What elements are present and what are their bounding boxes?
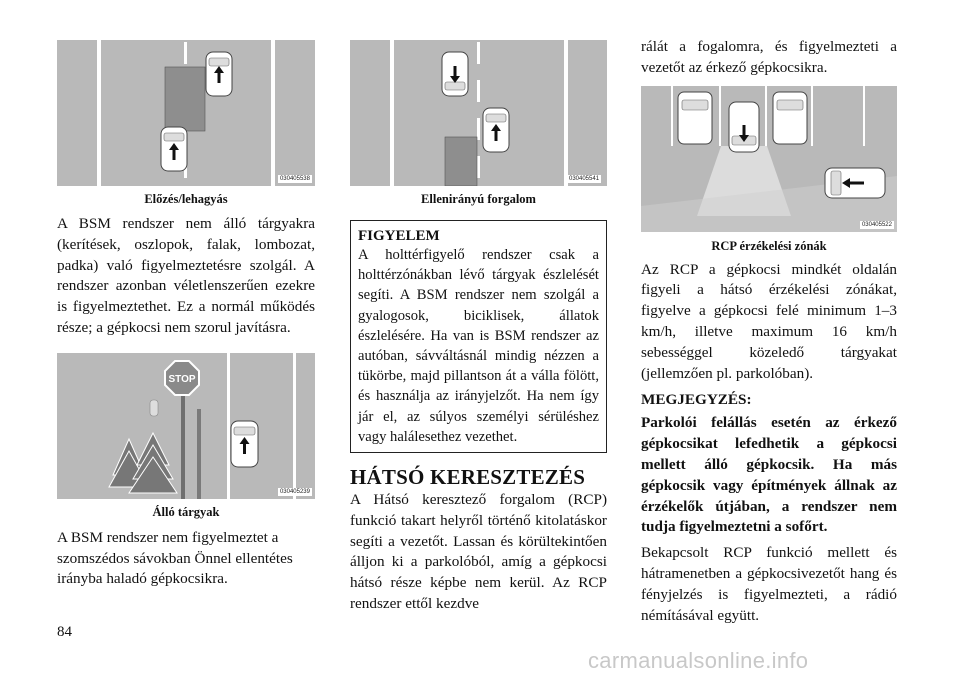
warning-title: FIGYELEM [358, 228, 440, 244]
note-text: Parkolói felállás esetén az érkező gépkocsikat lefedhetik a gépkocsi mellett álló gépkocsik. Ha más gépkocsik vagy építmények állnak az érzékelők útjában, a rendszer nem tudja figyelmeztetni a sofőrt. [641, 414, 897, 536]
warning-text: A holttérfigyelő rendszer csak a holttérzónákban lévő tárgyak észlelését segíti. A BSM rendszer nem szolgál a gyalogosok, biciklisek, állatok észlelésére. Ha van is BSM rendszer az autóban, sávváltásnál mindig nézzen a tükörbe, majd pillantson át a válla fölött, és használja az irányjelzőt. Ha nem így jár el, az súlyos személyi sérüléshez vagy halálesethez vezethet. [358, 247, 599, 445]
figure-passing [57, 40, 315, 186]
oncoming-illustration [350, 40, 607, 186]
figure-caption: RCP érzékelési zónák [711, 238, 827, 253]
figure-stationary-objects [57, 353, 315, 499]
figure-code: 030405522 [861, 221, 892, 228]
column-left [57, 0, 315, 590]
car-icon [729, 102, 759, 152]
figure-code: 030405239 [279, 488, 310, 495]
paragraph: A BSM rendszer nem figyelmeztet a szomszédos sávokban Önnel ellentétes irányba haladó gépkocsikra. [57, 528, 293, 588]
section-title: HÁTSÓ KERESZTEZÉS [350, 465, 586, 490]
stop-sign-icon [165, 361, 199, 395]
car-icon [231, 421, 258, 467]
figure-rcp-zones [641, 86, 897, 232]
figure-caption: Előzés/lehagyás [144, 192, 228, 206]
paragraph-continued: rálát a fogalomra, és figyelmezteti a vezetőt az érkező gépkocsikra. [641, 38, 897, 76]
paragraph: Bekapcsolt RCP funkció mellett és hátramenetben a gépkocsivezetőt hang és fényjelzés is figyelmezteti, a rádió némításával együtt. [641, 544, 897, 624]
watermark: carmanualsonline.info [588, 648, 809, 673]
stop-sign-text: STOP [168, 373, 196, 385]
figure-code: 030405541 [569, 176, 600, 182]
car-icon [678, 92, 712, 144]
figure-caption: Ellenirányú forgalom [421, 192, 536, 206]
car-icon [773, 92, 807, 144]
figure-code: 030405538 [279, 176, 310, 182]
rcp-illustration [641, 86, 897, 232]
column-right [641, 0, 897, 626]
column-middle [350, 0, 607, 615]
car-icon [825, 168, 885, 198]
figure-oncoming-traffic [350, 40, 607, 186]
passing-illustration [57, 40, 315, 186]
warning-box [350, 220, 607, 453]
paragraph: Az RCP a gépkocsi mindkét oldalán figyeli a hátsó érzékelési zónákat, figyelve a gépkocsi felé minimum 1–3 km/h, illetve maximum 16 km/h sebességgel közeledő tárgyakat (jellemzően pl. parkolóban). [641, 260, 897, 382]
car-icon [442, 52, 468, 96]
car-icon [161, 127, 187, 171]
stationary-illustration [57, 353, 315, 499]
car-icon [206, 52, 232, 96]
paragraph: A Hátsó keresztező forgalom (RCP) funkció takart helyről történő kitolatáskor segíti a vezetőt. Lassan és körültekintően álljon ki a parkolóból, amíg a gépkocsi hátsó része képbe nem kerül. Az RCP rendszer ettől kezdve [350, 491, 607, 613]
paragraph: A BSM rendszer nem álló tárgyakra (kerítések, oszlopok, falak, lombozat, padka) való figyelmeztetésre szolgál. A rendszer azonban véletlenszerűen ezekre is figyelmeztethet. Ez a normál működés része; a gépkocsi nem szorul javításra. [57, 215, 315, 336]
figure-caption: Álló tárgyak [152, 504, 220, 519]
page-number: 84 [57, 624, 72, 640]
car-icon [483, 108, 509, 152]
note-title: MEGJEGYZÉS: [641, 391, 752, 409]
